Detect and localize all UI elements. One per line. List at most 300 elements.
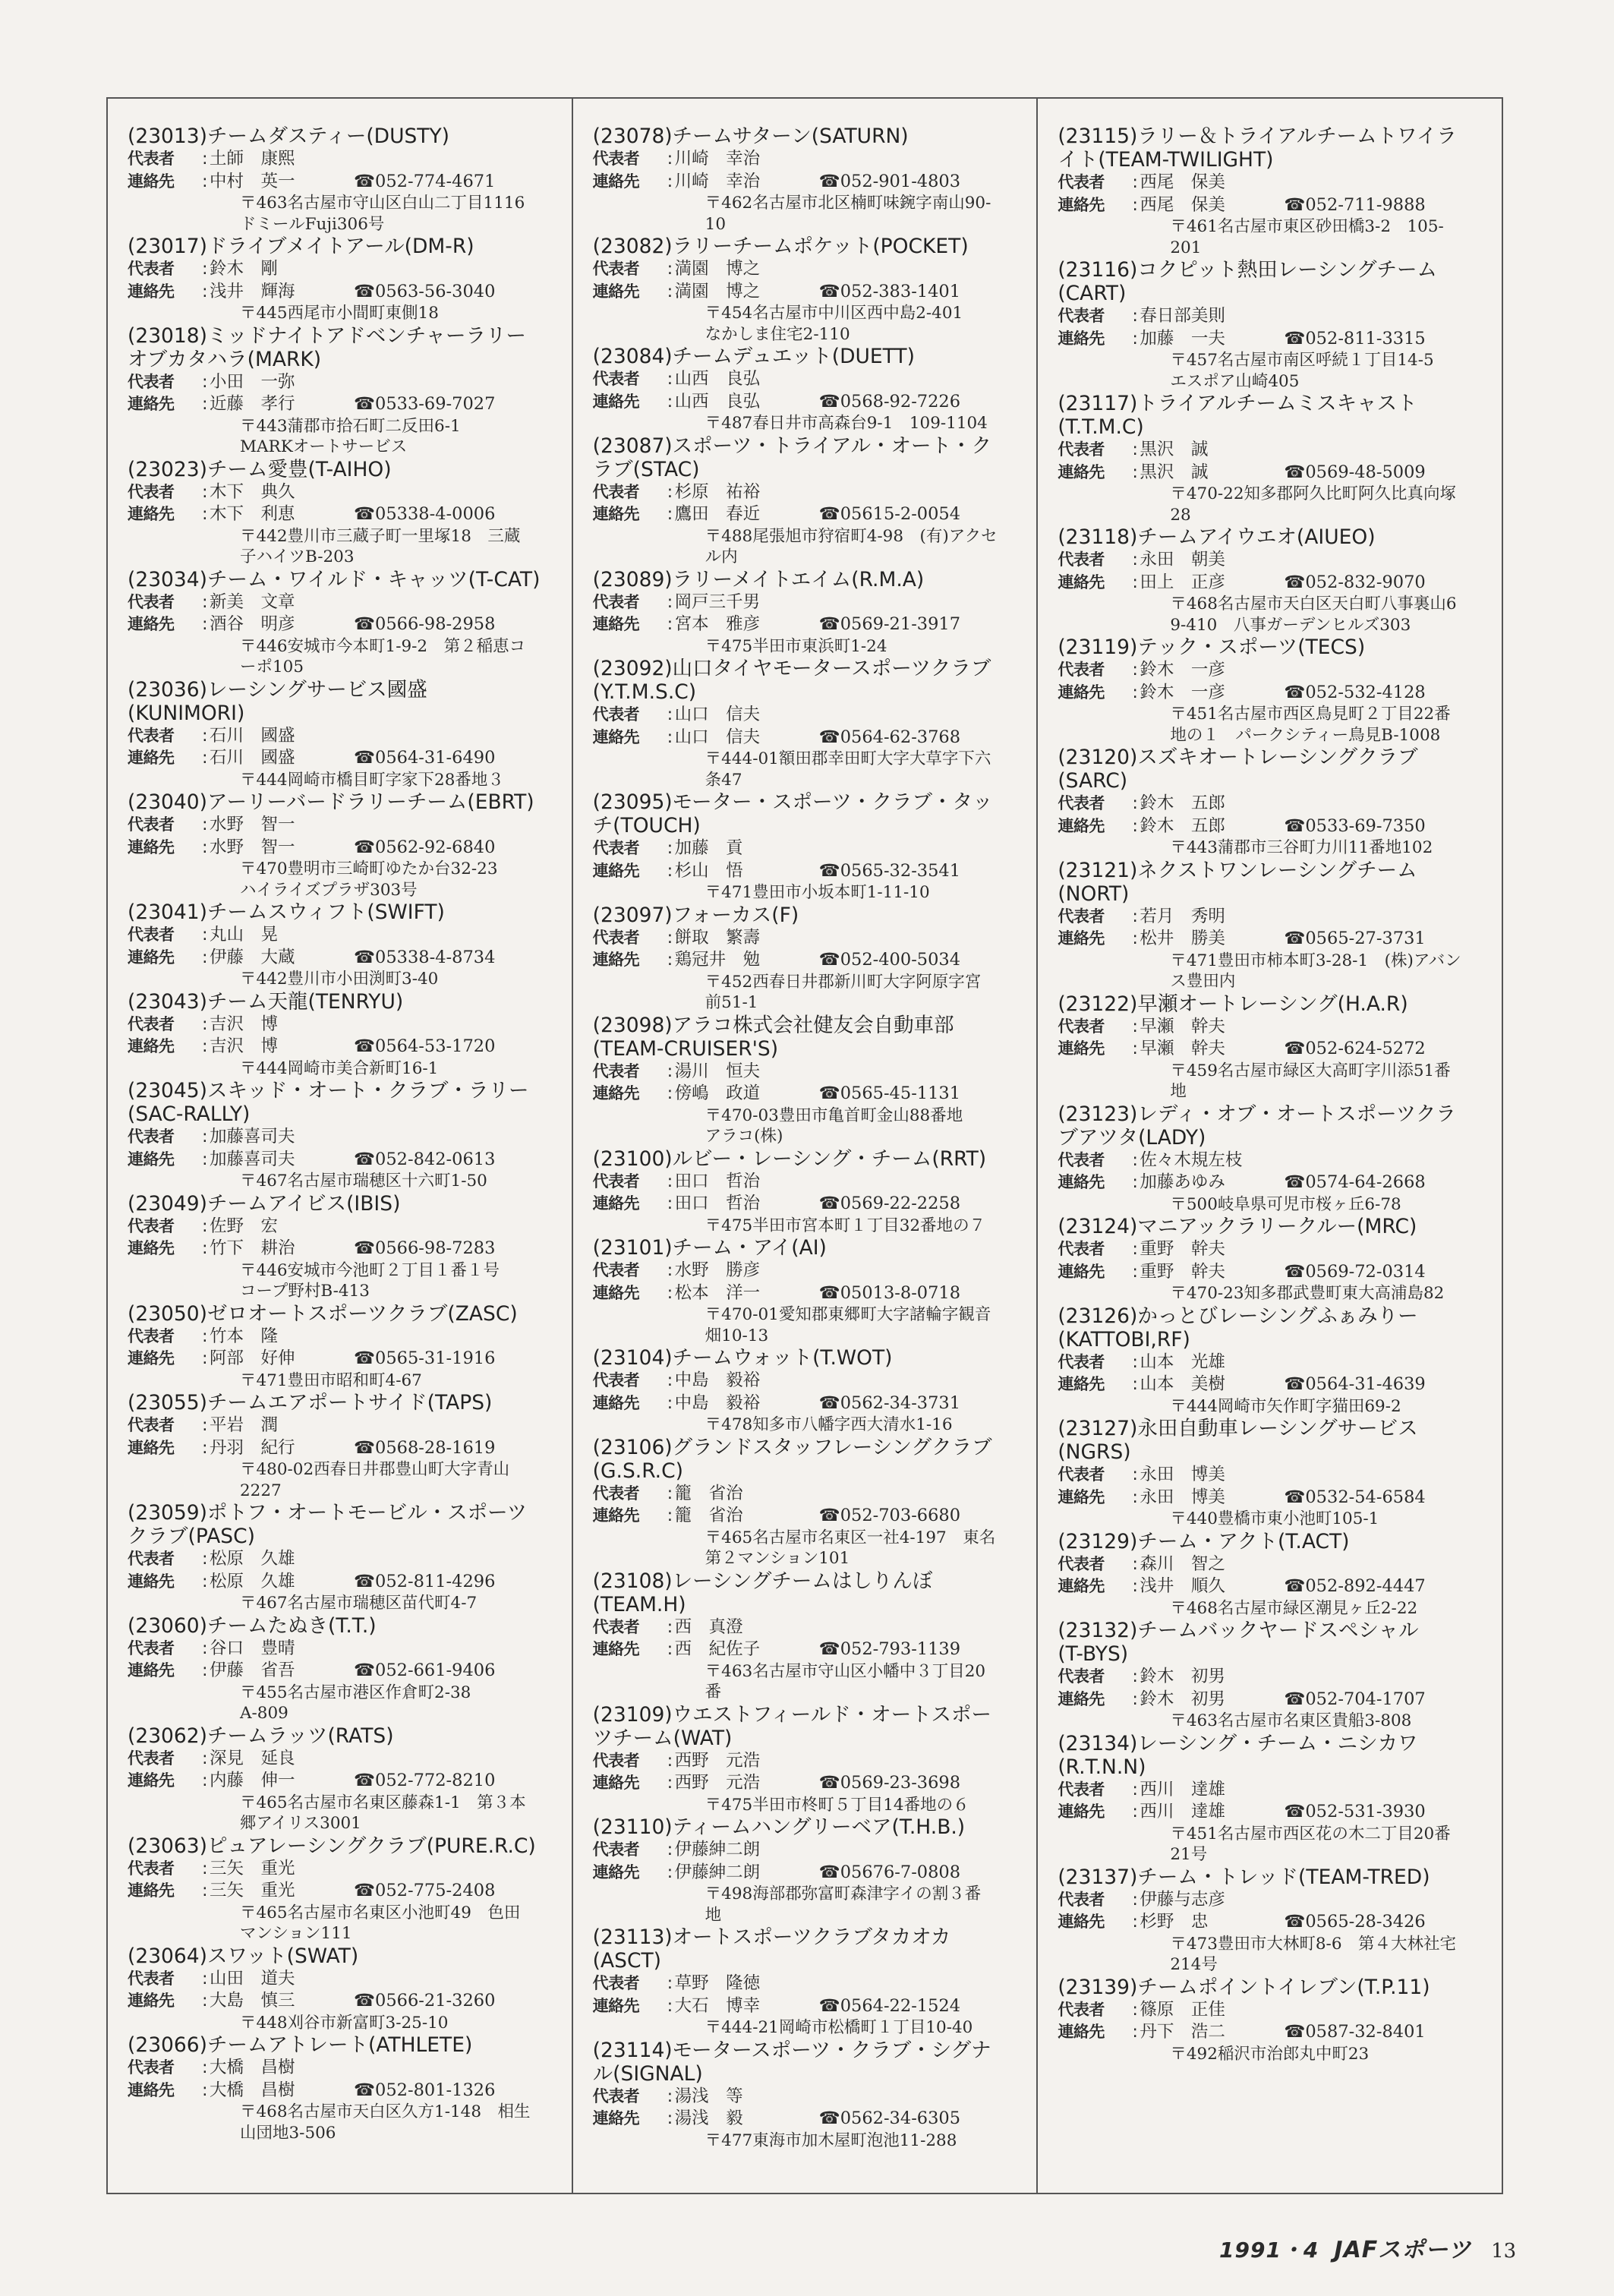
club-address: 〒461名古屋市東区砂田橋3-2 105- 201 xyxy=(1170,217,1444,257)
contact-label: 連絡先 xyxy=(128,1239,175,1257)
representative-label: 代表者 xyxy=(592,1617,640,1636)
club-title: (23114)モータースポーツ・クラブ・シグナ ル(SIGNAL) xyxy=(592,2038,991,2086)
representative-label: 代表者 xyxy=(592,150,640,168)
representative-name: 湯川 恒夫 xyxy=(674,1061,761,1081)
label-colon: : xyxy=(667,481,673,502)
label-colon: : xyxy=(202,925,208,945)
label-colon: : xyxy=(667,1506,673,1525)
representative-row xyxy=(593,258,1025,281)
phone-number: ☎0569-21-3917 xyxy=(818,614,961,634)
representative-row xyxy=(128,148,560,171)
label-colon: : xyxy=(202,591,208,612)
club-entry xyxy=(1058,1530,1489,1620)
representative-row xyxy=(128,1858,560,1881)
representative-name: 平岩 潤 xyxy=(210,1415,279,1435)
phone-number: ☎052-774-4671 xyxy=(354,171,496,191)
club-address: 〒463名古屋市守山区小幡中３丁目20 番 xyxy=(705,1661,986,1702)
representative-name: 佐野 宏 xyxy=(210,1216,279,1236)
phone-number: ☎0569-22-2258 xyxy=(818,1194,961,1213)
representative-name: 満園 博之 xyxy=(674,259,761,279)
contact-label: 連絡先 xyxy=(128,2080,175,2099)
club-title: (23018)ミッドナイトアドベンチャーラリー オブカタハラ(MARK) xyxy=(128,323,527,371)
club-title: (23034)チーム・ワイルド・キャッツ(T-CAT) xyxy=(128,567,541,591)
representative-label: 代表者 xyxy=(128,592,175,611)
label-colon: : xyxy=(667,1083,673,1103)
representative-name: 深見 延良 xyxy=(210,1748,295,1768)
contact-row xyxy=(593,1505,1025,1528)
representative-row xyxy=(128,1126,560,1149)
representative-label: 代表者 xyxy=(128,1128,175,1146)
club-address: 〒442豊川市小田渕町3-40 xyxy=(240,970,439,989)
contact-name: 内藤 伸一 xyxy=(210,1771,295,1790)
column-1 xyxy=(108,99,572,2193)
phone-number: ☎052-793-1139 xyxy=(818,1639,961,1659)
contact-label: 連絡先 xyxy=(1058,572,1105,591)
contact-label: 連絡先 xyxy=(128,1661,175,1679)
representative-name: 岡戸三千男 xyxy=(674,591,761,612)
club-entry xyxy=(128,568,560,678)
club-address: 〒478知多市八幡字西大清水1-16 xyxy=(705,1415,953,1434)
club-address: 〒470-01愛知郡東郷町大字諸輪字観音 畑10-13 xyxy=(705,1305,991,1345)
club-address: 〒488尾張旭市狩宿町4-98 (有)アクセ ル内 xyxy=(705,526,998,566)
club-entry xyxy=(128,1501,560,1614)
contact-label: 連絡先 xyxy=(592,1194,640,1213)
club-title: (23036)レーシングサービス國盛 (KUNIMORI) xyxy=(128,677,427,725)
label-colon: : xyxy=(202,1348,208,1368)
club-title: (23100)ルビー・レーシング・チーム(RRT) xyxy=(592,1146,987,1171)
representative-label: 代表者 xyxy=(128,1969,175,1988)
label-colon: : xyxy=(1132,1016,1138,1036)
label-colon: : xyxy=(667,1773,673,1793)
club-entry xyxy=(128,900,560,990)
contact-label: 連絡先 xyxy=(1058,1173,1105,1191)
contact-name: 鈴木 一彦 xyxy=(1140,682,1225,702)
contact-name: 山口 信夫 xyxy=(674,727,761,747)
label-colon: : xyxy=(202,2058,208,2077)
phone-number: ☎0565-32-3541 xyxy=(818,860,961,881)
club-address: 〒470-23知多郡武豊町東大高浦島82 xyxy=(1170,1284,1445,1303)
contact-name: 加藤あゆみ xyxy=(1140,1172,1225,1192)
label-colon: : xyxy=(202,725,208,746)
page-number: 13 xyxy=(1491,2240,1517,2263)
contact-row xyxy=(128,281,560,304)
representative-label: 代表者 xyxy=(592,1974,640,1992)
club-address: 〒471豊田市柿本町3-28-1 (株)アバン ス豊田内 xyxy=(1170,951,1461,991)
representative-name: 永田 朝美 xyxy=(1140,550,1225,569)
representative-row xyxy=(128,924,560,947)
contact-name: 傍嶋 政道 xyxy=(674,1083,761,1103)
contact-label: 連絡先 xyxy=(1058,683,1105,702)
club-title: (23017)ドライブメイトアール(DM-R) xyxy=(128,235,474,258)
club-title: (23116)コクピット熱田レーシングチーム (CART) xyxy=(1058,258,1438,305)
label-colon: : xyxy=(202,1216,208,1236)
label-colon: : xyxy=(1132,2022,1138,2042)
club-title: (23062)チームラッツ(RATS) xyxy=(128,1724,394,1748)
representative-label: 代表者 xyxy=(128,1416,175,1434)
club-title: (23041)チームスウィフト(SWIFT) xyxy=(128,900,445,924)
contact-name: 大橋 昌樹 xyxy=(210,2080,295,2100)
directory-frame xyxy=(106,97,1503,2194)
contact-row xyxy=(1058,1801,1489,1824)
representative-name: 餅取 繁壽 xyxy=(674,927,761,948)
contact-name: 杉山 悟 xyxy=(674,860,743,881)
label-colon: : xyxy=(1132,1239,1138,1259)
contact-name: 伊藤 省吾 xyxy=(210,1660,295,1680)
club-title: (23104)チームウォット(T.WOT) xyxy=(592,1346,893,1370)
contact-label: 連絡先 xyxy=(128,1349,175,1367)
phone-number: ☎0565-31-1916 xyxy=(354,1348,496,1368)
club-address: 〒475半田市東浜町1-24 xyxy=(705,636,887,656)
phone-number: ☎05615-2-0054 xyxy=(818,504,961,524)
club-entry xyxy=(128,1724,560,1834)
contact-name: 川崎 幸治 xyxy=(674,171,761,191)
club-title: (23023)チーム愛豊(T-AIHO) xyxy=(128,457,392,481)
club-title: (23117)トライアルチームミスキャスト (T.T.M.C) xyxy=(1058,392,1417,439)
representative-name: 山西 良弘 xyxy=(674,369,761,389)
representative-name: 篠原 正佳 xyxy=(1140,1999,1225,2020)
label-colon: : xyxy=(667,171,673,191)
club-address: 〒492稲沢市治郎丸中町23 xyxy=(1170,2044,1370,2064)
club-address: 〒473豊田市大林町8-6 第４大林社宅 214号 xyxy=(1170,1934,1457,1974)
phone-number: ☎052-832-9070 xyxy=(1284,572,1426,592)
representative-name: 永田 博美 xyxy=(1140,1465,1225,1484)
magazine-name: JAFスポーツ xyxy=(1334,2237,1472,2263)
label-colon: : xyxy=(202,1881,208,1900)
contact-name: 丹下 浩二 xyxy=(1140,2022,1225,2042)
label-colon: : xyxy=(202,1326,208,1346)
contact-name: 田口 哲治 xyxy=(674,1194,761,1213)
contact-name: 湯浅 毅 xyxy=(674,2108,743,2128)
representative-name: 山本 光雄 xyxy=(1140,1351,1225,1372)
contact-label: 連絡先 xyxy=(592,1506,640,1525)
representative-row xyxy=(593,1973,1025,1995)
phone-number: ☎052-624-5272 xyxy=(1284,1039,1426,1058)
representative-label: 代表者 xyxy=(592,2086,640,2105)
contact-label: 連絡先 xyxy=(128,1881,175,1900)
club-title: (23115)ラリー＆トライアルチームトワイラ イト(TEAM-TWILIGHT) xyxy=(1058,125,1457,172)
contact-label: 連絡先 xyxy=(128,395,175,413)
contact-name: 酒谷 明彦 xyxy=(210,614,295,634)
contact-name: 水野 智一 xyxy=(210,837,295,857)
phone-number: ☎0532-54-6584 xyxy=(1284,1487,1426,1507)
label-colon: : xyxy=(202,1991,208,2011)
representative-row xyxy=(128,371,560,394)
contact-row xyxy=(1058,1374,1489,1396)
club-entry xyxy=(128,1302,560,1392)
contact-label: 連絡先 xyxy=(128,172,175,191)
club-title: (23109)ウエストフィールド・オートスポー ツチーム(WAT) xyxy=(592,1702,991,1750)
label-colon: : xyxy=(202,1660,208,1680)
club-entry xyxy=(593,1815,1025,1925)
contact-row xyxy=(1058,1575,1489,1598)
representative-row xyxy=(1058,549,1489,572)
label-colon: : xyxy=(1132,572,1138,592)
phone-number: ☎0587-32-8401 xyxy=(1284,2022,1426,2042)
phone-number: ☎052-811-3315 xyxy=(1284,328,1426,348)
contact-row xyxy=(593,281,1025,304)
label-colon: : xyxy=(667,705,673,724)
contact-label: 連絡先 xyxy=(128,505,175,523)
label-colon: : xyxy=(202,815,208,834)
contact-label: 連絡先 xyxy=(592,1283,640,1302)
label-colon: : xyxy=(202,371,208,392)
contact-label: 連絡先 xyxy=(1058,329,1105,348)
representative-row xyxy=(593,1061,1025,1083)
club-address: 〒444岡崎市矢作町字猫田69-2 xyxy=(1170,1396,1401,1416)
club-address: 〒467名古屋市瑞穂区十六町1-50 xyxy=(240,1172,487,1191)
representative-row xyxy=(593,1260,1025,1282)
phone-number: ☎05338-4-8734 xyxy=(354,947,496,967)
club-title: (23108)レーシングチームはしりんぼ (TEAM.H) xyxy=(592,1569,933,1616)
club-address: 〒468名古屋市緑区潮見ヶ丘2-22 xyxy=(1170,1598,1418,1618)
club-entry xyxy=(128,790,560,900)
contact-label: 連絡先 xyxy=(1058,1375,1105,1393)
representative-label: 代表者 xyxy=(128,815,175,834)
contact-label: 連絡先 xyxy=(592,1996,640,2015)
representative-name: 田口 哲治 xyxy=(674,1171,761,1191)
representative-name: 土師 康熙 xyxy=(210,149,295,169)
phone-number: ☎0564-22-1524 xyxy=(818,1995,961,2016)
representative-label: 代表者 xyxy=(592,1172,640,1191)
contact-name: 丹羽 紀行 xyxy=(210,1437,295,1458)
representative-label: 代表者 xyxy=(128,1216,175,1235)
contact-row xyxy=(593,1862,1025,1884)
phone-number: ☎0564-31-4639 xyxy=(1284,1374,1426,1394)
club-title: (23059)ポトフ・オートモービル・スポーツ クラブ(PASC) xyxy=(128,1501,528,1548)
contact-label: 連絡先 xyxy=(128,1037,175,1055)
contact-name: 中村 英一 xyxy=(210,171,295,191)
contact-row xyxy=(128,2080,560,2102)
label-colon: : xyxy=(667,504,673,524)
label-colon: : xyxy=(667,727,673,747)
contact-name: 竹下 耕治 xyxy=(210,1238,295,1258)
contact-name: 松原 久雄 xyxy=(210,1571,295,1591)
representative-row xyxy=(1058,906,1489,929)
representative-label: 代表者 xyxy=(1058,550,1105,569)
representative-name: 水野 勝彦 xyxy=(674,1260,761,1280)
contact-row xyxy=(128,1036,560,1058)
club-title: (23089)ラリーメイトエイム(R.M.A) xyxy=(592,567,925,591)
representative-label: 代表者 xyxy=(592,482,640,501)
club-address: 〒445西尾市小間町東側18 xyxy=(240,304,439,323)
representative-label: 代表者 xyxy=(592,370,640,388)
contact-name: 西尾 保美 xyxy=(1140,194,1225,215)
club-address: 〒465名古屋市名東区小池町49 色田 マンション111 xyxy=(240,1903,521,1943)
label-colon: : xyxy=(1132,1689,1138,1709)
representative-name: 中島 毅裕 xyxy=(674,1370,761,1390)
representative-label: 代表者 xyxy=(128,482,175,501)
label-colon: : xyxy=(667,614,673,634)
phone-number: ☎0564-53-1720 xyxy=(354,1036,496,1056)
label-colon: : xyxy=(1132,1172,1138,1192)
label-colon: : xyxy=(202,1036,208,1056)
club-title: (23121)ネクストワンレーシングチーム (NORT) xyxy=(1058,858,1417,906)
contact-label: 連絡先 xyxy=(592,1084,640,1102)
club-entry xyxy=(1058,1304,1489,1418)
contact-label: 連絡先 xyxy=(128,1438,175,1457)
representative-row xyxy=(1058,659,1489,682)
representative-name: 鈴木 剛 xyxy=(210,259,279,279)
representative-label: 代表者 xyxy=(592,839,640,857)
contact-name: 三矢 重光 xyxy=(210,1881,295,1900)
label-colon: : xyxy=(1132,815,1138,836)
contact-row xyxy=(128,947,560,970)
representative-label: 代表者 xyxy=(128,726,175,745)
contact-name: 石川 國盛 xyxy=(210,748,295,768)
contact-row xyxy=(128,1571,560,1594)
contact-label: 連絡先 xyxy=(592,861,640,880)
club-title: (23137)チーム・トレッド(TEAM-TRED) xyxy=(1058,1865,1430,1889)
contact-label: 連絡先 xyxy=(128,1572,175,1591)
phone-number: ☎0533-69-7027 xyxy=(354,394,496,414)
label-colon: : xyxy=(1132,172,1138,192)
contact-row xyxy=(128,503,560,526)
representative-label: 代表者 xyxy=(592,1061,640,1080)
contact-row xyxy=(1058,682,1489,705)
club-entry xyxy=(593,657,1025,790)
representative-name: 西川 達雄 xyxy=(1140,1779,1225,1799)
contact-name: 松井 勝美 xyxy=(1140,929,1225,948)
phone-number: ☎0574-64-2668 xyxy=(1284,1172,1426,1192)
phone-number: ☎052-704-1707 xyxy=(1284,1689,1426,1709)
contact-row xyxy=(593,1392,1025,1415)
representative-row xyxy=(1058,1553,1489,1576)
label-colon: : xyxy=(1132,306,1138,326)
phone-number: ☎0569-72-0314 xyxy=(1284,1261,1426,1282)
club-title: (23050)ゼロオートスポーツクラブ(ZASC) xyxy=(128,1301,518,1326)
label-colon: : xyxy=(667,1995,673,2016)
club-entry xyxy=(128,1079,560,1192)
contact-name: 松本 洋一 xyxy=(674,1282,761,1303)
club-address: 〒471豊田市昭和町4-67 xyxy=(240,1370,422,1390)
representative-label: 代表者 xyxy=(128,150,175,168)
representative-row xyxy=(128,1414,560,1437)
label-colon: : xyxy=(1132,462,1138,482)
representative-label: 代表者 xyxy=(1058,440,1105,459)
club-entry xyxy=(593,1925,1025,2039)
representative-name: 若月 秀明 xyxy=(1140,906,1225,926)
phone-number: ☎0568-28-1619 xyxy=(354,1437,496,1458)
club-entry xyxy=(1058,746,1489,859)
representative-name: 杉原 祐裕 xyxy=(674,481,761,502)
club-entry xyxy=(593,235,1025,345)
phone-number: ☎052-842-0613 xyxy=(354,1149,496,1169)
label-colon: : xyxy=(667,1639,673,1659)
representative-label: 代表者 xyxy=(128,1550,175,1568)
representative-label: 代表者 xyxy=(1058,1150,1105,1169)
label-colon: : xyxy=(1132,1374,1138,1394)
club-entry xyxy=(1058,1976,1489,2065)
club-address: 〒440豊橋市東小池町105-1 xyxy=(1170,1509,1379,1528)
label-colon: : xyxy=(1132,793,1138,813)
club-address: 〒470豊明市三崎町ゆたか台32-23 ハイライズプラザ303号 xyxy=(240,859,498,900)
club-address: 〒463名古屋市守山区白山二丁目1116 ドミールFuji306号 xyxy=(240,194,525,234)
label-colon: : xyxy=(1132,194,1138,215)
representative-row xyxy=(128,481,560,504)
representative-name: 山口 信夫 xyxy=(674,705,761,724)
contact-row xyxy=(1058,462,1489,484)
phone-number: ☎0566-21-3260 xyxy=(354,1991,496,2011)
representative-label: 代表者 xyxy=(1058,1465,1105,1484)
representative-label: 代表者 xyxy=(1058,1780,1105,1799)
label-colon: : xyxy=(202,1968,208,1988)
contact-name: 鈴木 初男 xyxy=(1140,1689,1225,1709)
club-address: 〒444岡崎市美合新町16-1 xyxy=(240,1058,439,1078)
club-address: 〒457名古屋市南区呼続１丁目14-5 エスポア山崎405 xyxy=(1170,351,1434,391)
representative-label: 代表者 xyxy=(128,1859,175,1878)
club-entry xyxy=(128,324,560,458)
representative-name: 鈴木 初男 xyxy=(1140,1667,1225,1686)
representative-label: 代表者 xyxy=(128,1014,175,1033)
club-title: (23055)チームエアポートサイド(TAPS) xyxy=(128,1391,493,1414)
club-address: 〒455名古屋市港区作倉町2-38 A-809 xyxy=(240,1683,471,1723)
club-entry xyxy=(1058,392,1489,525)
contact-label: 連絡先 xyxy=(1058,1802,1105,1821)
phone-number: ☎052-383-1401 xyxy=(818,281,961,301)
label-colon: : xyxy=(1132,1576,1138,1596)
contact-row xyxy=(1058,1689,1489,1711)
club-entry xyxy=(1058,1619,1489,1732)
club-address: 〒487春日井市高森台9-1 109-1104 xyxy=(705,414,988,433)
representative-name: 石川 國盛 xyxy=(210,725,295,746)
contact-name: 早瀬 幹夫 xyxy=(1140,1039,1225,1058)
contact-label: 連絡先 xyxy=(592,1862,640,1881)
phone-number: ☎052-901-4803 xyxy=(818,171,961,191)
club-address: 〒444-21岡崎市松橋町１丁目10-40 xyxy=(705,2018,973,2037)
contact-label: 連絡先 xyxy=(128,1150,175,1168)
representative-row xyxy=(128,725,560,748)
club-title: (23122)早瀬オートレーシング(H.A.R) xyxy=(1058,992,1408,1016)
club-address: 〒470-03豊田市亀首町金山88番地 アラコ(株) xyxy=(705,1105,963,1146)
representative-row xyxy=(593,368,1025,391)
contact-label: 連絡先 xyxy=(128,837,175,856)
club-entry xyxy=(128,678,560,791)
column-2 xyxy=(572,99,1037,2193)
club-title: (23126)かっとびレーシングふぁみりー (KATTOBI,RF) xyxy=(1058,1304,1418,1351)
contact-name: 鈴木 五郎 xyxy=(1140,815,1225,836)
representative-row xyxy=(593,927,1025,950)
label-colon: : xyxy=(202,1771,208,1790)
label-colon: : xyxy=(1132,1667,1138,1686)
representative-row xyxy=(128,1968,560,1991)
contact-name: 伊藤 大蔵 xyxy=(210,947,295,967)
contact-name: 杉野 忠 xyxy=(1140,1912,1209,1932)
label-colon: : xyxy=(667,927,673,948)
phone-number: ☎05013-8-0718 xyxy=(818,1282,961,1303)
club-entry xyxy=(128,990,560,1080)
phone-number: ☎052-892-4447 xyxy=(1284,1576,1426,1596)
club-entry xyxy=(593,345,1025,434)
label-colon: : xyxy=(202,1127,208,1146)
representative-name: 伊藤与志彦 xyxy=(1140,1889,1225,1910)
phone-number: ☎0562-34-6305 xyxy=(818,2108,961,2128)
contact-name: 鶏冠井 勉 xyxy=(674,950,761,970)
representative-label: 代表者 xyxy=(128,372,175,391)
club-address: 〒451名古屋市西区鳥見町２丁目22番 地の１ パークシティー鳥見B-1008 xyxy=(1170,705,1451,745)
label-colon: : xyxy=(202,149,208,169)
club-title: (23060)チームたぬき(T.T.) xyxy=(128,1613,377,1638)
club-address: 〒452西春日井郡新川町大字阿原字宮 前51-1 xyxy=(705,972,982,1012)
representative-name: 西尾 保美 xyxy=(1140,172,1225,192)
representative-label: 代表者 xyxy=(1058,173,1105,191)
representative-label: 代表者 xyxy=(128,260,175,278)
contact-row xyxy=(1058,1911,1489,1934)
club-address: 〒459名古屋市緑区大高町字川添51番 地 xyxy=(1170,1061,1451,1101)
representative-row xyxy=(1058,1016,1489,1039)
representative-label: 代表者 xyxy=(1058,2000,1105,2019)
contact-row xyxy=(593,391,1025,414)
contact-label: 連絡先 xyxy=(592,282,640,301)
